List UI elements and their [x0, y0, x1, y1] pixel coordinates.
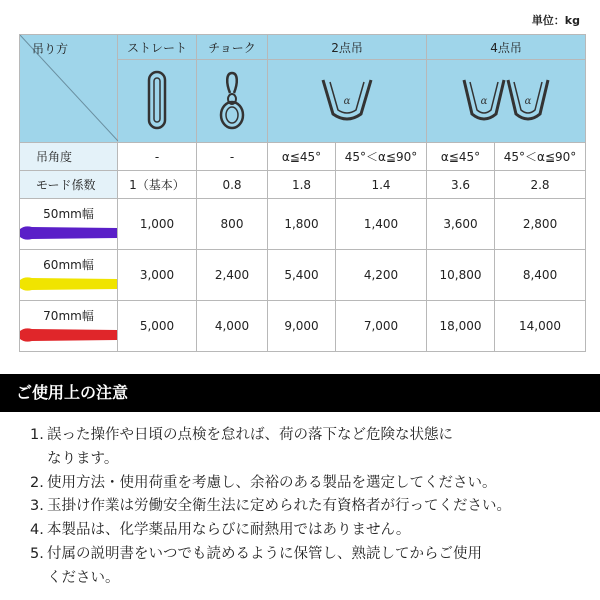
width-row-50 [20, 199, 586, 250]
load-cell: 3,000 [118, 250, 197, 301]
load-cell: 1,400 [336, 199, 427, 250]
mode-row-label: モード係数 [20, 171, 118, 199]
four-point-sling-icon [460, 74, 552, 126]
load-table [19, 34, 586, 352]
note-text-continued: ください。 [47, 569, 120, 586]
load-cell: 3,600 [427, 199, 495, 250]
sling-swatch [20, 225, 117, 241]
notes-title: ご使用上の注意 [0, 374, 600, 412]
mode-cell: 1（基本） [118, 171, 197, 199]
width-label: 50mm幅 [43, 207, 94, 221]
angle-cell: α≦45° [427, 143, 495, 171]
angle-cell: - [118, 143, 197, 171]
note-number: 4. [30, 522, 44, 539]
width-label: 70mm幅 [43, 309, 94, 323]
col-four-point: 4点吊 [427, 35, 586, 60]
width-row-60 [20, 250, 586, 301]
choke-sling-icon [217, 69, 247, 131]
load-cell: 4,000 [197, 301, 268, 352]
load-cell: 8,400 [495, 250, 586, 301]
note-item [30, 543, 590, 591]
note-number: 2. [30, 474, 44, 491]
angle-row-label: 吊角度 [20, 143, 118, 171]
mode-cell: 1.8 [268, 171, 336, 199]
choke-diagram [197, 60, 268, 143]
angle-alpha-symbol: α [343, 95, 351, 107]
load-cell: 14,000 [495, 301, 586, 352]
load-cell: 800 [197, 199, 268, 250]
load-cell: 18,000 [427, 301, 495, 352]
angle-row [20, 143, 586, 171]
mode-cell: 0.8 [197, 171, 268, 199]
width-label-cell [20, 199, 118, 250]
unit-label: 単位：kg [531, 14, 580, 27]
note-text: 誤った操作や日頃の点検を怠れば、荷の落下など危険な状態に [47, 427, 453, 443]
angle-alpha-symbol-right: α [524, 95, 532, 107]
load-cell: 1,800 [268, 199, 336, 250]
note-item [30, 472, 590, 496]
corner-label: 吊り方 [32, 42, 69, 56]
load-cell: 7,000 [336, 301, 427, 352]
mode-row [20, 171, 586, 199]
two-point-diagram [268, 60, 427, 143]
mode-cell: 1.4 [336, 171, 427, 199]
note-number: 3. [30, 498, 44, 515]
load-cell: 10,800 [427, 250, 495, 301]
two-point-sling-icon [317, 74, 377, 126]
note-text: 玉掛け作業は労働安全衛生法に定められた有資格者が行ってください。 [47, 498, 511, 515]
mode-cell: 3.6 [427, 171, 495, 199]
angle-cell: 45°＜α≦90° [336, 143, 427, 171]
load-cell: 2,400 [197, 250, 268, 301]
straight-diagram [118, 60, 197, 143]
width-label-cell [20, 250, 118, 301]
note-text: 付属の説明書をいつでも読めるように保管し、熟読してからご使用 [47, 545, 482, 562]
straight-sling-icon [147, 70, 167, 130]
load-cell: 5,000 [118, 301, 197, 352]
notes-list [30, 424, 590, 591]
note-item [30, 519, 590, 543]
note-number: 1. [30, 427, 44, 443]
width-row-70 [20, 301, 586, 352]
col-two-point: 2点吊 [268, 35, 427, 60]
angle-cell: α≦45° [268, 143, 336, 171]
col-choke: チョーク [197, 35, 268, 60]
width-label: 60mm幅 [43, 258, 94, 272]
load-cell: 5,400 [268, 250, 336, 301]
note-number: 5. [30, 545, 44, 562]
note-text: 使用方法・使用荷重を考慮し、余裕のある製品を選定してください。 [47, 474, 497, 491]
mode-cell: 2.8 [495, 171, 586, 199]
sling-swatch [20, 327, 117, 343]
note-text-continued: なります。 [47, 450, 119, 467]
four-point-diagram [427, 60, 586, 143]
load-cell: 9,000 [268, 301, 336, 352]
load-cell: 2,800 [495, 199, 586, 250]
col-straight: ストレート [118, 35, 197, 60]
angle-cell: 45°＜α≦90° [495, 143, 586, 171]
width-label-cell [20, 301, 118, 352]
load-cell: 1,000 [118, 199, 197, 250]
angle-alpha-symbol-left: α [480, 95, 488, 107]
sling-swatch [20, 276, 117, 292]
note-item [30, 495, 590, 519]
load-cell: 4,200 [336, 250, 427, 301]
note-text: 本製品は、化学薬品用ならびに耐熱用ではありません。 [47, 522, 411, 539]
corner-header [20, 35, 118, 143]
angle-cell: - [197, 143, 268, 171]
note-item [30, 424, 590, 472]
